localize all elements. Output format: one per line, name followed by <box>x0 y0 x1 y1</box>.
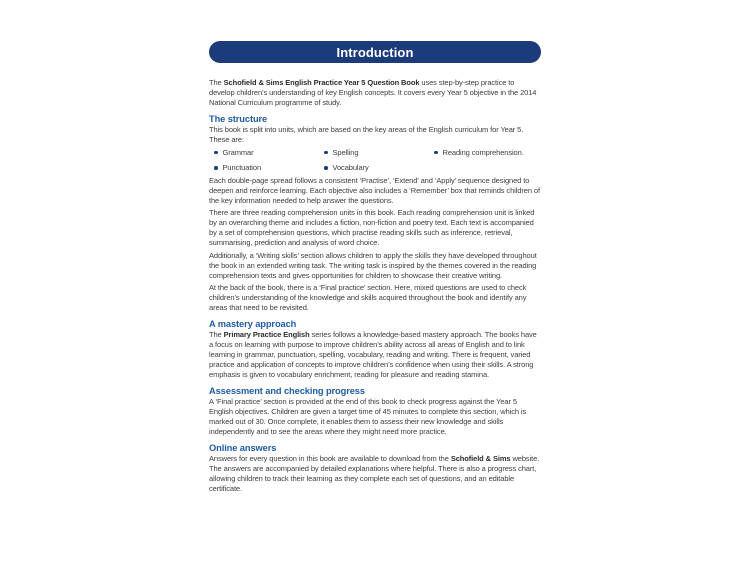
bullet-icon <box>324 151 328 155</box>
online-text-pre: Answers for every question in this book are available to download from the <box>209 454 451 463</box>
intro-text-post: uses step-by-step practice to develop children’s understanding of key English concepts. It covers every Year 5 objective in the 2014 National Curriculum programme of study. <box>209 78 537 107</box>
bullet-label: Punctuation <box>222 163 262 172</box>
page-content-column <box>209 0 541 494</box>
page-title: Introduction <box>336 44 414 60</box>
online-publisher-name: Schofield & Sims <box>450 454 511 463</box>
intro-text-pre: The <box>209 78 224 87</box>
mastery-series-name: Primary Practice English <box>223 330 310 339</box>
heading-online-answers: Online answers <box>209 443 277 453</box>
bullet-icon <box>214 151 218 155</box>
curriculum-areas-bullet-list <box>209 148 541 174</box>
bullet-label: Vocabulary <box>332 163 369 172</box>
bullet-icon <box>324 166 328 170</box>
list-item <box>209 163 319 173</box>
intro-book-title: Schofield & Sims English Practice Year 5 Question Book <box>223 78 420 87</box>
list-item <box>209 148 319 158</box>
mastery-text-post: series follows a knowledge-based mastery approach. The books have a focus on learning with purpose to improve children’s ability across all areas of English and to link learning in grammar, punctuation, spelling, vocabulary, reading and writing. There is frequent, varied practice and application of concepts to improve children’s confidence when using their skills. A strong emphasis is given to vocabulary enrichment, reading for pleasure and reading stamina. <box>209 330 537 379</box>
online-text-post: website. The answers are accompanied by detailed explanations where helpful. There is also a progress chart, allowing children to track their learning as they complete each set of questions, and an editable certificate. <box>209 454 540 493</box>
list-item <box>319 163 429 173</box>
structure-lead-paragraph: This book is split into units, which are based on the key areas of the English curriculum for Year 5. These are: <box>209 125 524 144</box>
list-item <box>429 148 541 158</box>
online-answers-paragraph <box>209 454 541 494</box>
structure-paragraph-2: There are three reading comprehension units in this book. Each reading comprehension unit is linked by an overarching theme and includes a fiction, non-fiction and poetry text. Each text is accompanied by a set of comprehension questions, which practise reading skills such as inference, retrieval, summarising, prediction and analysis of word choice. <box>209 208 535 247</box>
bullet-label: Reading comprehension. <box>442 147 524 157</box>
bullet-label: Spelling <box>332 147 359 157</box>
heading-assessment-and-checking-progress: Assessment and checking progress <box>209 386 365 396</box>
bullet-icon <box>214 166 218 170</box>
mastery-text-pre: The <box>209 330 224 339</box>
section-title-banner <box>209 41 541 63</box>
intro-paragraph <box>209 78 541 108</box>
list-item <box>319 148 429 158</box>
mastery-paragraph <box>209 330 541 380</box>
structure-paragraph-1: Each double-page spread follows a consistent ‘Practise’, ‘Extend’ and ‘Apply’ sequence designed to deepen and reinforce learning. Each objective also includes a ‘Remember’ box that reminds children of the key information needed to help answer the questions. <box>209 175 540 205</box>
bullet-label: Grammar <box>222 147 254 157</box>
structure-paragraph-4: At the back of the book, there is a ‘Final practice’ section. Here, mixed questions are used to check children’s understanding of the knowledge and skills acquired throughout the book and identify any areas that need to be revisited. <box>209 283 527 312</box>
assessment-paragraph: A ‘Final practice’ section is provided at the end of this book to check progress against the Year 5 English objectives. Children are given a target time of 45 minutes to complete this section, which is marked out of 30. Once complete, it enables them to assess their new knowledge and skills independently and to see the areas where they might need more practice. <box>209 397 527 436</box>
structure-paragraph-3: Additionally, a ‘Writing skills’ section allows children to apply the skills they have developed throughout the book in an extended writing task. The writing task is inspired by the themes covered in the reading comprehension texts and gives opportunities for children to showcase their creative writing. <box>209 250 537 280</box>
bullet-icon <box>434 151 438 155</box>
heading-the-structure: The structure <box>209 114 268 124</box>
heading-a-mastery-approach: A mastery approach <box>209 319 297 329</box>
